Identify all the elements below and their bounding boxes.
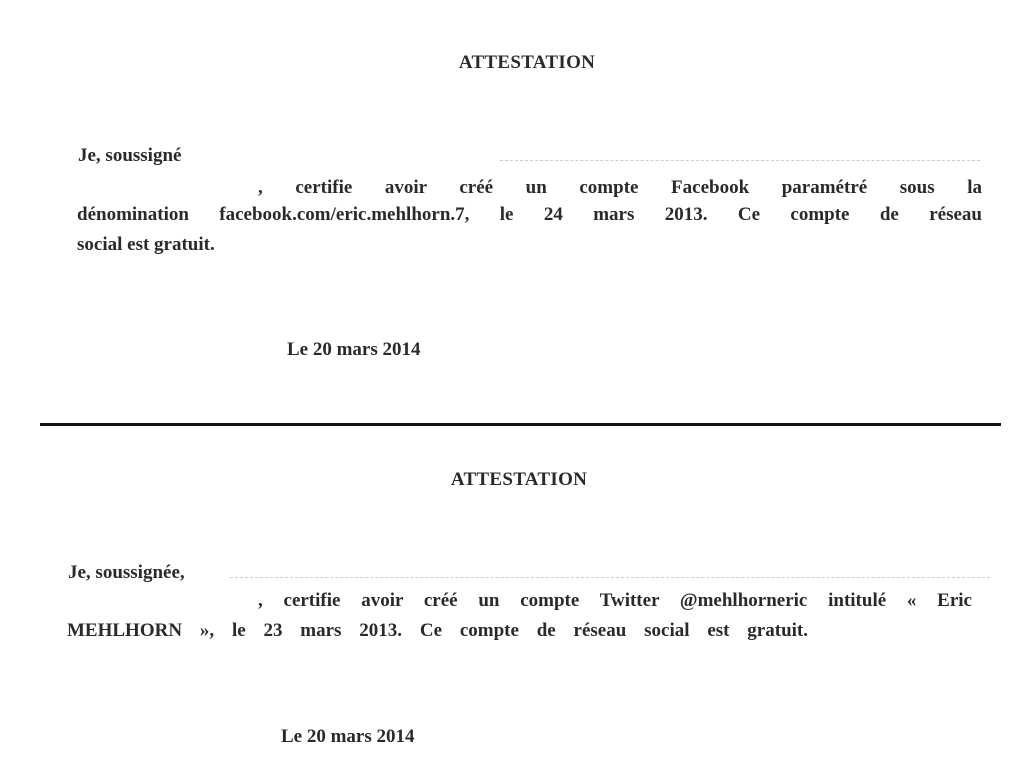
redacted-name — [500, 160, 980, 162]
attestation-title: ATTESTATION — [458, 52, 596, 73]
redacted-name — [230, 577, 990, 579]
separator-line — [40, 423, 1001, 426]
attestation-line: dénomination facebook.com/eric.mehlhorn.7, le 24 mars 2013. Ce compte de réseau — [77, 204, 982, 225]
attestation-line: , certifie avoir créé un compte Twitter @mehlhorneric intitulé « Eric — [258, 590, 972, 611]
attestation-date: Le 20 mars 2014 — [281, 726, 415, 747]
attestation-line: MEHLHORN », le 23 mars 2013. Ce compte de réseau social est gratuit. — [67, 620, 808, 641]
attestation-line: Je, soussigné — [78, 145, 182, 166]
attestation-line: Je, soussignée, — [68, 562, 185, 583]
attestation-line: social est gratuit. — [77, 234, 215, 255]
attestation-title: ATTESTATION — [450, 469, 588, 490]
attestation-date: Le 20 mars 2014 — [287, 339, 421, 360]
attestation-line: , certifie avoir créé un compte Facebook paramétré sous la — [258, 177, 982, 198]
